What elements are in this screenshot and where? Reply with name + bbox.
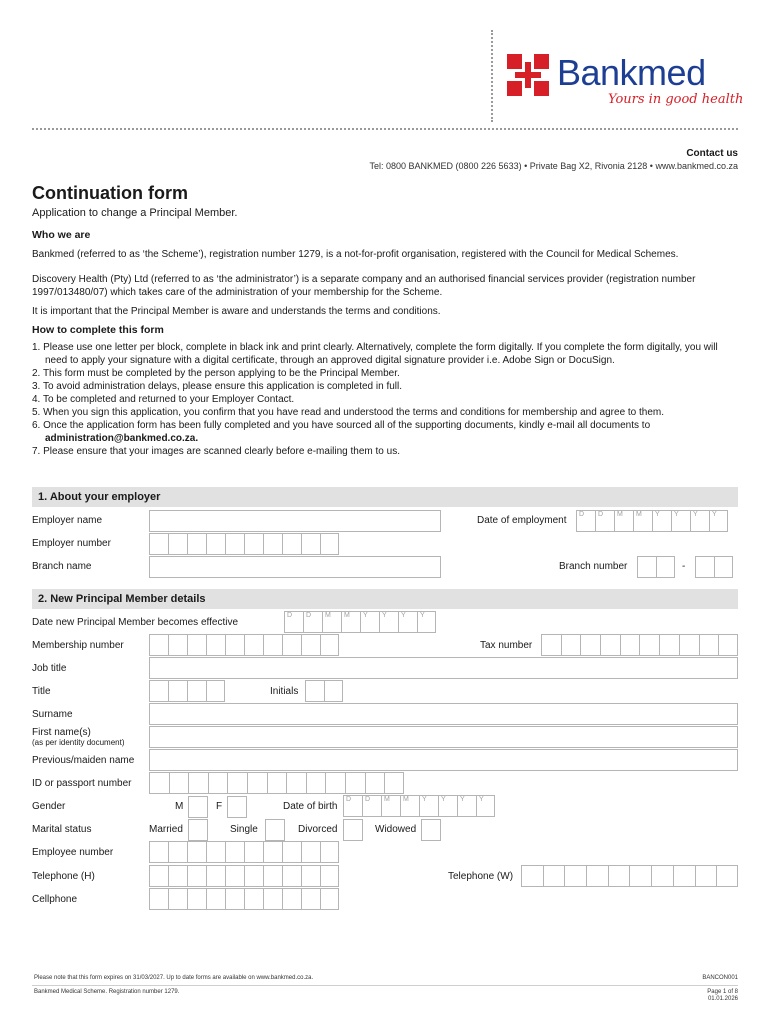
branch-number-field-2[interactable] — [695, 556, 733, 578]
who-we-are-p1: Bankmed (referred to as ‘the Scheme’), registration number 1279, is a not-for-profit organisation, registered with the Council for Medical Schemes. — [32, 249, 679, 260]
char-cell[interactable] — [301, 533, 320, 555]
char-cell[interactable] — [244, 865, 263, 887]
branch-number-field-1[interactable] — [637, 556, 675, 578]
membership-number-field[interactable] — [149, 634, 339, 656]
date-effective-label: Date new Principal Member becomes effective — [32, 617, 239, 628]
char-cell[interactable] — [671, 510, 690, 532]
employer-number-label: Employer number — [32, 538, 111, 549]
date-placeholder: Y — [712, 511, 717, 518]
char-cell[interactable] — [206, 841, 225, 863]
char-cell[interactable] — [303, 611, 322, 633]
char-cell[interactable] — [580, 634, 600, 656]
instruction-item: 7. Please ensure that your images are scanned clearly before e-mailing them to us. — [32, 446, 400, 457]
char-cell[interactable] — [379, 611, 398, 633]
char-cell[interactable] — [400, 795, 419, 817]
instruction-item: 3. To avoid administration delays, please ensure this application is completed in full. — [32, 381, 403, 392]
char-cell[interactable] — [284, 611, 303, 633]
char-cell[interactable] — [225, 841, 244, 863]
job-title-label: Job title — [32, 663, 67, 674]
char-cell[interactable] — [225, 888, 244, 910]
gender-label: Gender — [32, 801, 66, 812]
char-cell[interactable] — [306, 772, 326, 794]
char-cell[interactable] — [716, 865, 738, 887]
header-divider-horizontal — [32, 128, 738, 130]
char-cell[interactable] — [652, 510, 671, 532]
char-cell[interactable] — [398, 611, 417, 633]
marital-divorced-label: Divorced — [298, 824, 338, 835]
how-to-complete-heading: How to complete this form — [32, 324, 164, 336]
char-cell[interactable] — [244, 634, 263, 656]
char-cell[interactable] — [586, 865, 608, 887]
char-cell[interactable] — [187, 533, 206, 555]
char-cell[interactable] — [263, 865, 282, 887]
char-cell[interactable] — [206, 533, 225, 555]
char-cell[interactable] — [282, 865, 301, 887]
char-cell[interactable] — [149, 634, 168, 656]
char-cell[interactable] — [320, 888, 339, 910]
header-divider-vertical — [491, 30, 493, 122]
cellphone-label: Cellphone — [32, 894, 78, 905]
char-cell[interactable] — [187, 865, 206, 887]
date-placeholder: D — [346, 796, 352, 803]
marital-divorced-checkbox[interactable] — [343, 819, 363, 841]
char-cell[interactable] — [208, 772, 228, 794]
instruction-item: 2. This form must be completed by the person applying to be the Principal Member. — [32, 368, 400, 379]
char-cell[interactable] — [282, 888, 301, 910]
brand-tagline: Yours in good health — [608, 92, 744, 107]
marital-single-checkbox[interactable] — [265, 819, 285, 841]
char-cell[interactable] — [521, 865, 543, 887]
gender-f-checkbox[interactable] — [227, 796, 247, 818]
char-cell[interactable] — [301, 865, 320, 887]
title-field[interactable] — [149, 680, 225, 702]
char-cell[interactable] — [673, 865, 695, 887]
char-cell[interactable] — [629, 865, 651, 887]
date-placeholder: Y — [693, 511, 698, 518]
char-cell[interactable] — [263, 888, 282, 910]
char-cell[interactable] — [187, 841, 206, 863]
gender-f-label: F — [216, 801, 223, 812]
date-placeholder: M — [384, 796, 390, 803]
char-cell[interactable] — [345, 772, 365, 794]
char-cell[interactable] — [714, 556, 733, 578]
date-placeholder: Y — [441, 796, 446, 803]
employee-number-field[interactable] — [149, 841, 339, 863]
date-placeholder: Y — [420, 612, 425, 619]
char-cell[interactable] — [679, 634, 699, 656]
date-placeholder: M — [344, 612, 350, 619]
char-cell[interactable] — [651, 865, 673, 887]
char-cell[interactable] — [325, 772, 345, 794]
char-cell[interactable] — [244, 533, 263, 555]
footer-expiry-note: Please note that this form expires on 31/03/2027. Up to date forms are available on www.bankmed.co.za. — [34, 975, 314, 981]
char-cell[interactable] — [384, 772, 404, 794]
char-cell[interactable] — [457, 795, 476, 817]
char-cell[interactable] — [322, 611, 341, 633]
previous-name-label: Previous/maiden name — [32, 755, 135, 766]
char-cell[interactable] — [149, 888, 168, 910]
marital-status-label: Marital status — [32, 824, 92, 835]
employer-name-field[interactable] — [149, 510, 441, 532]
char-cell[interactable] — [614, 510, 633, 532]
id-number-field[interactable] — [149, 772, 404, 794]
date-placeholder: D — [306, 612, 312, 619]
char-cell[interactable] — [244, 888, 263, 910]
date-placeholder: Y — [479, 796, 484, 803]
marital-widowed-checkbox[interactable] — [421, 819, 441, 841]
char-cell[interactable] — [320, 865, 339, 887]
char-cell[interactable] — [365, 772, 385, 794]
char-cell[interactable] — [324, 680, 343, 702]
char-cell[interactable] — [320, 841, 339, 863]
char-cell[interactable] — [247, 772, 267, 794]
char-cell[interactable] — [709, 510, 728, 532]
char-cell[interactable] — [699, 634, 719, 656]
char-cell[interactable] — [244, 841, 263, 863]
telephone-h-label: Telephone (H) — [32, 871, 95, 882]
instruction-item — [32, 419, 738, 445]
page-title: Continuation form — [32, 183, 188, 203]
membership-number-label: Membership number — [32, 640, 124, 651]
char-cell[interactable] — [206, 634, 225, 656]
char-cell[interactable] — [381, 795, 400, 817]
char-cell[interactable] — [225, 533, 244, 555]
date-placeholder: D — [579, 511, 585, 518]
first-names-label: First name(s) — [32, 727, 91, 738]
date-of-employment-label: Date of employment — [477, 515, 567, 526]
char-cell[interactable] — [227, 772, 247, 794]
instruction-item: 5. When you sign this application, you confirm that you have read and understood the terms and conditions for membership and agree to them. — [32, 407, 665, 418]
char-cell[interactable] — [225, 865, 244, 887]
char-cell[interactable] — [320, 634, 339, 656]
who-we-are-p3: It is important that the Principal Member is aware and understands the terms and conditions. — [32, 306, 441, 317]
char-cell[interactable] — [149, 865, 168, 887]
initials-field[interactable] — [305, 680, 343, 702]
id-number-label: ID or passport number — [32, 778, 132, 789]
employer-name-label: Employer name — [32, 515, 103, 526]
char-cell[interactable] — [168, 680, 187, 702]
previous-name-field[interactable] — [149, 749, 738, 771]
telephone-h-field[interactable] — [149, 865, 339, 887]
marital-married-label: Married — [149, 824, 183, 835]
char-cell[interactable] — [576, 510, 595, 532]
char-cell[interactable] — [695, 865, 717, 887]
who-we-are-p2: Discovery Health (Pty) Ltd (referred to as ‘the administrator’) is a separate company and an authorised financial services provider (registration number 1997/013480/07) which takes care of the administration of your membership for the Scheme. — [32, 274, 696, 298]
bankmed-cross-icon — [507, 54, 549, 96]
surname-label: Surname — [32, 709, 73, 720]
telephone-w-field[interactable] — [521, 865, 738, 887]
date-placeholder: D — [287, 612, 293, 619]
char-cell[interactable] — [286, 772, 306, 794]
char-cell[interactable] — [301, 888, 320, 910]
date-placeholder: M — [403, 796, 409, 803]
instruction-item: 1. Please use one letter per block, complete in black ink and print clearly. Alternatively, complete the form digitally. If you complete the form digitally, you will need to apply your signature with a digital certificate, through an approved digital signature provider i.e. Adobe Sign or DocuSign. — [32, 342, 718, 366]
contact-heading: Contact us — [686, 148, 738, 159]
gender-m-checkbox[interactable] — [188, 796, 208, 818]
char-cell[interactable] — [301, 841, 320, 863]
char-cell[interactable] — [282, 634, 301, 656]
char-cell[interactable] — [149, 533, 168, 555]
footer-divider — [32, 985, 738, 986]
char-cell[interactable] — [282, 533, 301, 555]
date-placeholder: Y — [363, 612, 368, 619]
tax-number-label: Tax number — [480, 640, 533, 651]
job-title-field[interactable] — [149, 657, 738, 679]
first-names-note: (as per identity document) — [32, 738, 125, 747]
char-cell[interactable] — [362, 795, 381, 817]
page-subtitle: Application to change a Principal Member. — [32, 207, 238, 219]
char-cell[interactable] — [149, 841, 168, 863]
char-cell[interactable] — [608, 865, 630, 887]
first-names-field[interactable] — [149, 726, 738, 748]
footer-form-code: BANCON001 — [702, 975, 738, 981]
brand-name: Bankmed — [557, 52, 706, 93]
date-effective-field[interactable] — [284, 611, 436, 633]
char-cell[interactable] — [267, 772, 287, 794]
char-cell[interactable] — [206, 680, 225, 702]
char-cell[interactable] — [149, 680, 168, 702]
char-cell[interactable] — [600, 634, 620, 656]
gender-m-label: M — [175, 801, 184, 812]
char-cell[interactable] — [656, 556, 675, 578]
char-cell[interactable] — [168, 841, 187, 863]
char-cell[interactable] — [419, 795, 438, 817]
date-of-birth-field[interactable] — [343, 795, 495, 817]
char-cell[interactable] — [564, 865, 586, 887]
contact-line: Tel: 0800 BANKMED (0800 226 5633) • Private Bag X2, Rivonia 2128 • www.bankmed.co.za — [369, 161, 738, 171]
employee-number-label: Employee number — [32, 847, 114, 858]
char-cell[interactable] — [168, 888, 187, 910]
telephone-w-label: Telephone (W) — [448, 871, 514, 882]
char-cell[interactable] — [541, 634, 561, 656]
marital-widowed-label: Widowed — [375, 824, 417, 835]
branch-number-label: Branch number — [559, 561, 628, 572]
char-cell[interactable] — [263, 634, 282, 656]
instruction-item: 4. To be completed and returned to your Employer Contact. — [32, 394, 295, 405]
branch-number-dash: - — [682, 561, 686, 572]
char-cell[interactable] — [438, 795, 457, 817]
char-cell[interactable] — [341, 611, 360, 633]
char-cell[interactable] — [169, 772, 189, 794]
date-placeholder: Y — [382, 612, 387, 619]
footer-page-number: Page 1 of 8 — [707, 989, 738, 995]
char-cell[interactable] — [206, 865, 225, 887]
date-placeholder: D — [365, 796, 371, 803]
date-placeholder: M — [325, 612, 331, 619]
char-cell[interactable] — [320, 533, 339, 555]
char-cell[interactable] — [301, 634, 320, 656]
char-cell[interactable] — [206, 888, 225, 910]
date-placeholder: Y — [401, 612, 406, 619]
marital-married-checkbox[interactable] — [188, 819, 208, 841]
char-cell[interactable] — [633, 510, 652, 532]
instructions-list — [32, 341, 738, 458]
char-cell[interactable] — [263, 841, 282, 863]
tax-number-field[interactable] — [541, 634, 738, 656]
char-cell[interactable] — [263, 533, 282, 555]
char-cell[interactable] — [168, 634, 187, 656]
char-cell[interactable] — [188, 772, 208, 794]
char-cell[interactable] — [168, 865, 187, 887]
char-cell[interactable] — [659, 634, 679, 656]
date-of-birth-label: Date of birth — [283, 801, 338, 812]
cellphone-field[interactable] — [149, 888, 339, 910]
footer-date: 01.01.2026 — [707, 996, 738, 1002]
char-cell[interactable] — [168, 533, 187, 555]
char-cell[interactable] — [149, 772, 169, 794]
surname-field[interactable] — [149, 703, 738, 725]
who-we-are-heading: Who we are — [32, 229, 91, 241]
char-cell[interactable] — [187, 634, 206, 656]
char-cell[interactable] — [417, 611, 436, 633]
initials-label: Initials — [270, 686, 299, 697]
char-cell[interactable] — [305, 680, 324, 702]
char-cell[interactable] — [476, 795, 495, 817]
char-cell[interactable] — [695, 556, 714, 578]
date-placeholder: M — [636, 511, 642, 518]
date-placeholder: Y — [674, 511, 679, 518]
title-label: Title — [32, 686, 51, 697]
char-cell[interactable] — [225, 634, 244, 656]
char-cell[interactable] — [282, 841, 301, 863]
char-cell[interactable] — [620, 634, 640, 656]
date-of-employment-field[interactable] — [576, 510, 728, 532]
date-placeholder: Y — [460, 796, 465, 803]
footer-scheme: Bankmed Medical Scheme. Registration number 1279. — [34, 989, 180, 995]
branch-name-field[interactable] — [149, 556, 441, 578]
char-cell[interactable] — [360, 611, 379, 633]
instruction-text: 6. Once the application form has been fully completed and you have sourced all of the supporting documents, kindly e-mail all documents to — [32, 420, 651, 431]
section-principal-member: 2. New Principal Member details — [32, 589, 738, 609]
char-cell[interactable] — [718, 634, 738, 656]
char-cell[interactable] — [543, 865, 565, 887]
section-about-employer: 1. About your employer — [32, 487, 738, 507]
char-cell[interactable] — [187, 680, 206, 702]
char-cell[interactable] — [595, 510, 614, 532]
char-cell[interactable] — [637, 556, 656, 578]
date-placeholder: D — [598, 511, 604, 518]
employer-number-field[interactable] — [149, 533, 339, 555]
admin-email[interactable]: administration@bankmed.co.za. — [45, 433, 199, 444]
date-placeholder: Y — [655, 511, 660, 518]
marital-single-label: Single — [230, 824, 258, 835]
char-cell[interactable] — [187, 888, 206, 910]
date-placeholder: M — [617, 511, 623, 518]
char-cell[interactable] — [639, 634, 659, 656]
date-placeholder: Y — [422, 796, 427, 803]
branch-name-label: Branch name — [32, 561, 92, 572]
char-cell[interactable] — [561, 634, 581, 656]
char-cell[interactable] — [343, 795, 362, 817]
char-cell[interactable] — [690, 510, 709, 532]
